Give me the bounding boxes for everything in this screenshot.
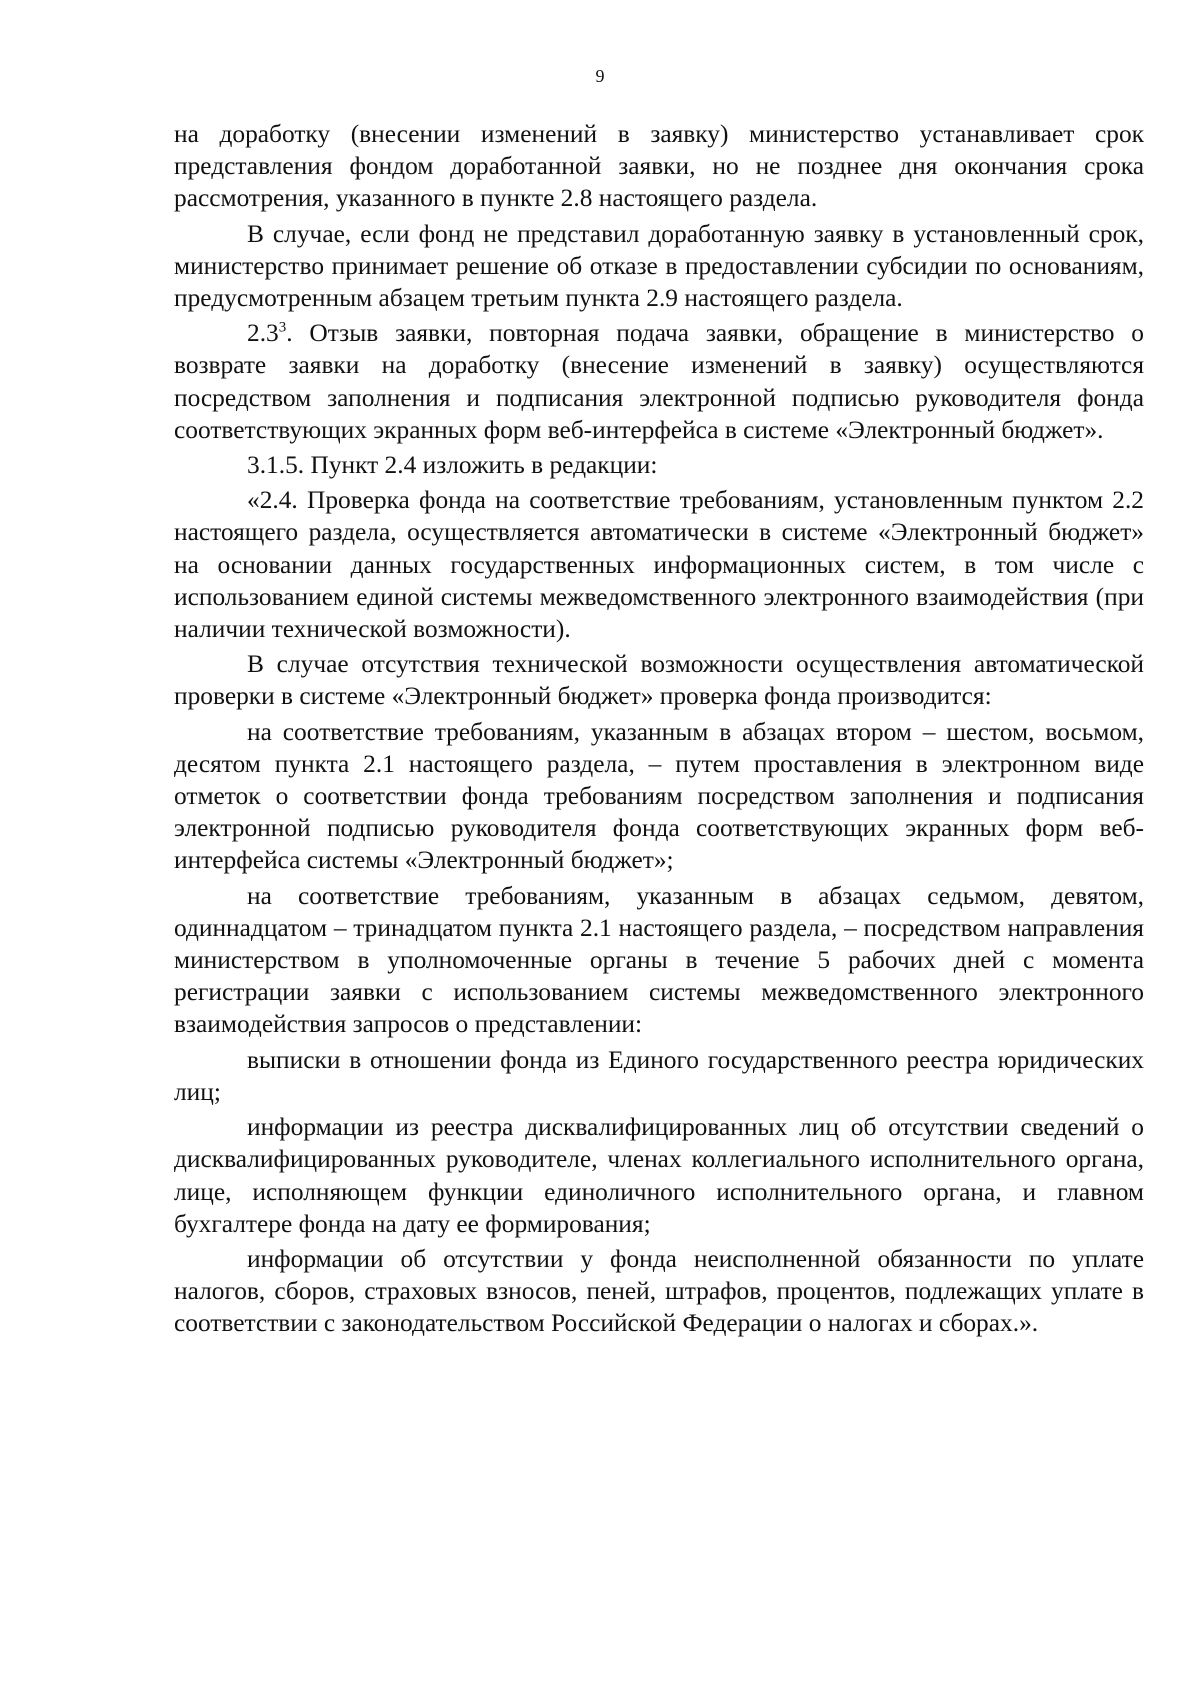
page-number: 9 — [595, 66, 605, 86]
paragraph-no-technical-possibility: В случае отсутствия технической возможности осуществления автоматической проверки в системе «Электронный бюджет» проверка фонда производится: — [174, 650, 1144, 711]
clause-superscript: 3 — [278, 319, 287, 336]
clause-number: 2.3 — [247, 319, 279, 348]
paragraph-egrul-extract: выписки в отношении фонда из Единого государственного реестра юридических лиц; — [174, 1045, 1144, 1106]
paragraph-clause-2-4: «2.4. Проверка фонда на соответствие требованиям, установленным пунктом 2.2 настоящего раздела, осуществляется автоматически в системе «Электронный бюджет» на основании данных государственных информационных систем, в том числе с использованием единой системы межведомственного электронного взаимодействия (при наличии технической возможности). — [174, 486, 1144, 644]
paragraph-requests: на соответствие требованиям, указанным в абзацах седьмом, девятом, одиннадцатом – тринадцатом пункта 2.1 настоящего раздела, – посредством направления министерством в уполномоченные органы в течение 5 рабочих дней с момента регистрации заявки с использованием системы межведомственного электронного взаимодействия запросов о представлении: — [174, 881, 1144, 1039]
paragraph-disqualified-registry: информации из реестра дисквалифицированных лиц об отсутствии сведений о дисквалифицированных руководителе, членах коллегиального исполнительного органа, лице, исполняющем функции единоличного исполнительного органа, и главном бухгалтере фонда на дату ее формирования; — [174, 1113, 1144, 1238]
clause-text: . Отзыв заявки, повторная подача заявки, обращение в министерство о возврате заявки на доработку (внесение изменений в заявку) осуществляются посредством заполнения и подписания электронной подписью руководителя фонда соответствующих экранных форм веб-интерфейса в системе «Электронный бюджет». — [174, 319, 1144, 444]
paragraph-check-marks: на соответствие требованиям, указанным в абзацах втором – шестом, восьмом, десятом пункта 2.1 настоящего раздела, – путем проставления в электронном виде отметок о соответствии фонда требованиям посредством заполнения и подписания электронной подписью руководителя фонда соответствующих экранных форм веб-интерфейса системы «Электронный бюджет»; — [174, 717, 1144, 875]
paragraph-continuation: на доработку (внесении изменений в заявку) министерство устанавливает срок представления фондом доработанной заявки, но не позднее дня окончания срока рассмотрения, указанного в пункте 2.8 настоящего раздела. — [174, 120, 1144, 213]
paragraph-refusal: В случае, если фонд не представил доработанную заявку в установленный срок, министерство принимает решение об отказе в предоставлении субсидии по основаниям, предусмотренным абзацем третьим пункта 2.9 настоящего раздела. — [174, 219, 1144, 313]
paragraph-tax-obligations: информации об отсутствии у фонда неисполненной обязанности по уплате налогов, сборов, страховых взносов, пеней, штрафов, процентов, подлежащих уплате в соответствии с законодательством Российской Федерации о налогах и сборах.». — [174, 1244, 1144, 1338]
paragraph-clause-2-3-3 — [174, 317, 1144, 446]
document-body — [174, 118, 1144, 1340]
paragraph-item-3-1-5: 3.1.5. Пункт 2.4 изложить в редакции: — [247, 451, 658, 480]
